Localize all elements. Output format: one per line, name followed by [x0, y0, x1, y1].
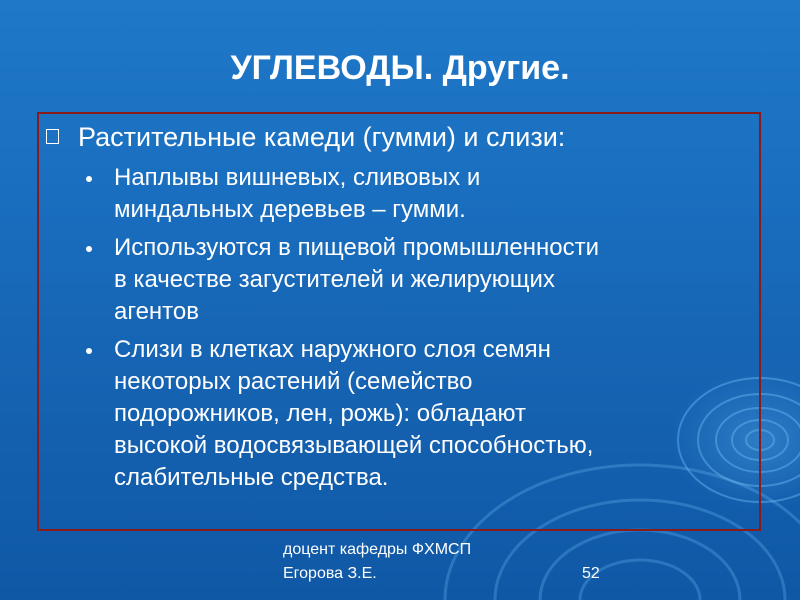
square-outline-bullet-icon	[46, 129, 59, 144]
sub-bullet-list	[82, 162, 762, 500]
sub-bullet-line: слабительные средства.	[114, 464, 389, 491]
sub-bullet-line: Слизи в клетках наружного слоя семян	[114, 336, 551, 363]
sub-bullet-line: агентов	[114, 298, 199, 325]
sub-bullet-line: Используются в пищевой промышленности	[114, 234, 600, 261]
slide-title: УГЛЕВОДЫ. Другие.	[230, 49, 570, 87]
sub-bullet-line: Наплывы вишневых, сливовых и	[114, 164, 481, 191]
sub-bullet-line: в качестве загустителей и желирующих	[114, 266, 555, 293]
main-bullet-text: Растительные камеди (гумми) и слизи:	[78, 122, 566, 152]
sub-bullet-line: высокой водосвязывающей способностью,	[114, 432, 594, 459]
sub-bullet-line: некоторых растений (семейство	[114, 368, 473, 395]
footer-author	[283, 538, 471, 586]
sub-bullet-item	[82, 334, 762, 494]
round-bullet-icon	[86, 348, 92, 354]
author-name: Егорова З.Е.	[283, 565, 377, 582]
author-position: доцент кафедры ФХМСП	[283, 541, 472, 558]
round-bullet-icon	[86, 176, 92, 182]
sub-bullet-item	[82, 232, 762, 328]
sub-bullet-line: миндальных деревьев – гумми.	[114, 196, 466, 223]
round-bullet-icon	[86, 246, 92, 252]
sub-bullet-item	[82, 162, 762, 226]
slide-number: 52	[582, 565, 600, 582]
sub-bullet-line: подорожников, лен, рожь): обладают	[114, 400, 526, 427]
